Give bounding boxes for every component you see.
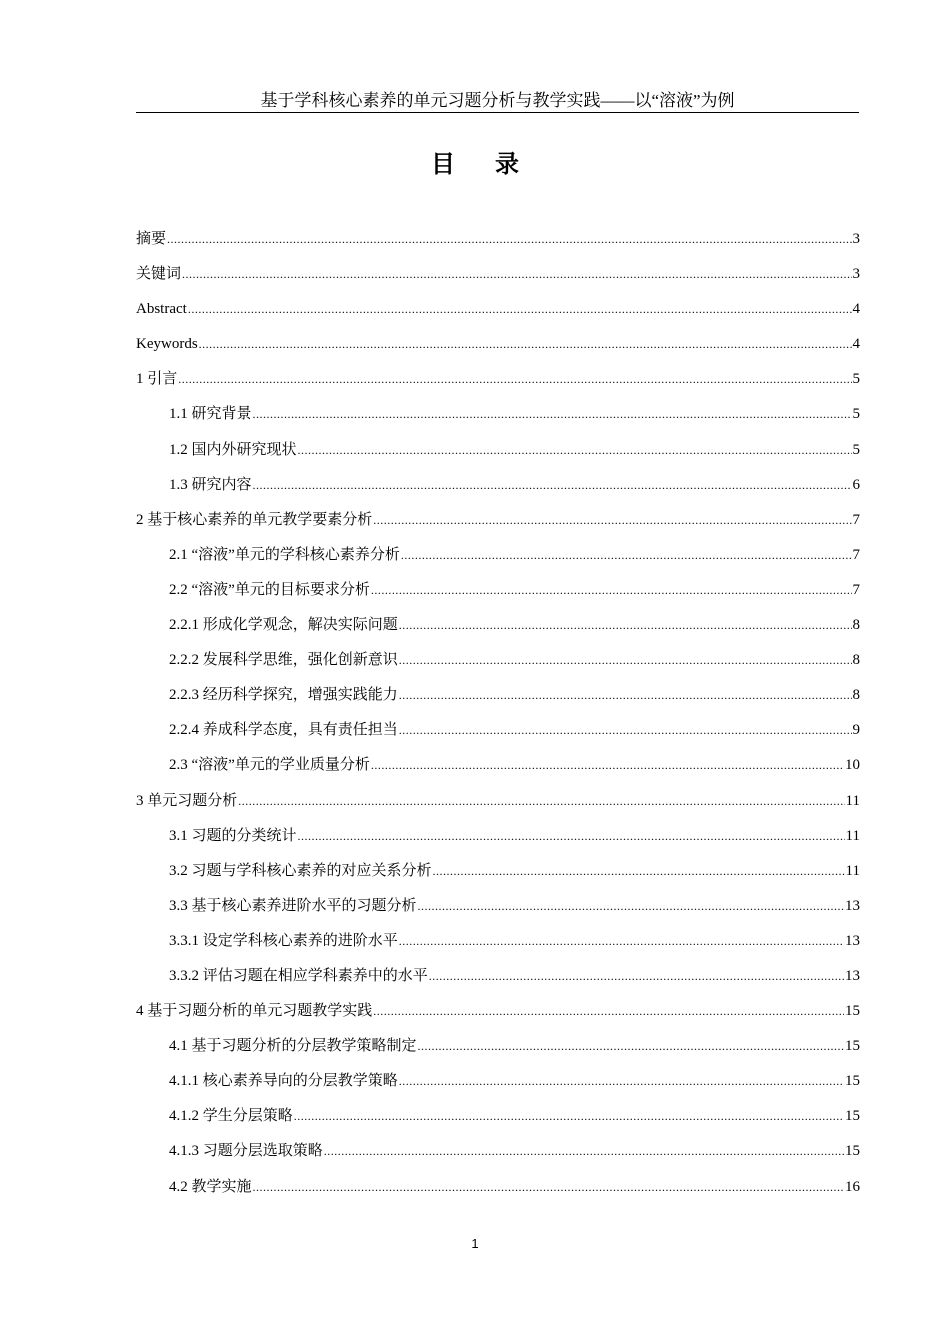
toc-entry[interactable] <box>136 748 860 783</box>
toc-dot-leader <box>298 819 845 854</box>
toc-entry-label: 2 基于核心素养的单元教学要素分析 <box>136 511 373 528</box>
toc-dot-leader <box>253 468 852 503</box>
toc-entry-label: 关键词 <box>136 266 182 283</box>
toc-entry-label: 3 单元习题分析 <box>136 792 238 809</box>
toc-entry-label: 2.2 “溶液”单元的目标要求分析 <box>169 581 370 598</box>
toc-dot-leader <box>324 1134 844 1169</box>
toc-dot-leader <box>373 994 844 1029</box>
toc-entry-page: 4 <box>852 336 860 353</box>
toc-entry-label: 4 基于习题分析的单元习题教学实践 <box>136 1003 373 1020</box>
toc-title: 目录 <box>431 150 559 178</box>
toc-entry-label: 2.1 “溶液”单元的学科核心素养分析 <box>169 546 400 563</box>
toc-entry[interactable] <box>136 362 860 397</box>
toc-dot-leader <box>399 713 852 748</box>
toc-entry-page: 6 <box>852 476 860 493</box>
toc-entry-page: 15 <box>845 1003 860 1020</box>
table-of-contents <box>136 222 860 1205</box>
toc-entry[interactable] <box>136 994 860 1029</box>
toc-entry-label: 1.2 国内外研究现状 <box>169 441 297 458</box>
toc-entry[interactable] <box>136 1029 860 1064</box>
toc-entry-label: 3.3.2 评估习题在相应学科素养中的水平 <box>169 967 428 984</box>
toc-entry-page: 11 <box>845 862 860 879</box>
toc-entry[interactable] <box>136 1134 860 1169</box>
toc-entry-page: 9 <box>852 722 860 739</box>
toc-entry-page: 13 <box>845 967 860 984</box>
toc-dot-leader <box>429 959 844 994</box>
toc-entry-label: 1 引言 <box>136 371 178 388</box>
toc-entry-label: 3.2 习题与学科核心素养的对应关系分析 <box>169 862 432 879</box>
toc-dot-leader <box>199 327 852 362</box>
toc-dot-leader <box>294 1099 844 1134</box>
toc-entry-page: 3 <box>852 231 860 247</box>
toc-entry[interactable] <box>136 1064 860 1099</box>
toc-entry[interactable] <box>136 397 860 432</box>
toc-dot-leader <box>238 784 844 819</box>
toc-dot-leader <box>298 433 852 468</box>
toc-entry-page: 5 <box>852 441 860 458</box>
toc-dot-leader <box>371 573 852 608</box>
toc-entry-page: 5 <box>852 371 860 388</box>
toc-dot-leader <box>371 748 844 783</box>
toc-entry-page: 5 <box>852 406 860 423</box>
toc-entry-label: 3.3 基于核心素养进阶水平的习题分析 <box>169 897 417 914</box>
toc-entry-label: 2.3 “溶液”单元的学业质量分析 <box>169 757 370 774</box>
toc-dot-leader <box>399 924 844 959</box>
toc-entry-label: Keywords <box>136 336 198 353</box>
toc-dot-leader <box>167 222 851 257</box>
toc-entry-label: 2.2.1 形成化学观念，解决实际问题 <box>169 617 398 634</box>
toc-entry[interactable] <box>136 327 860 362</box>
toc-dot-leader <box>399 1064 844 1099</box>
toc-entry-page: 16 <box>845 1178 860 1195</box>
toc-entry[interactable] <box>136 573 860 608</box>
toc-dot-leader <box>188 292 852 327</box>
toc-entry-page: 8 <box>852 687 860 704</box>
toc-entry[interactable] <box>136 468 860 503</box>
toc-entry-page: 11 <box>845 827 860 844</box>
toc-entry-page: 7 <box>852 511 860 528</box>
toc-entry-page: 4 <box>852 301 860 318</box>
toc-entry[interactable] <box>136 924 860 959</box>
toc-entry-label: Abstract <box>136 301 187 318</box>
toc-entry-page: 15 <box>845 1038 860 1055</box>
running-header: 基于学科核心素养的单元习题分析与教学实践——以“溶液”为例 <box>136 90 859 113</box>
toc-entry-page: 13 <box>845 897 860 914</box>
toc-entry-label: 2.2.2 发展科学思维，强化创新意识 <box>169 652 398 669</box>
toc-entry-label: 4.1.2 学生分层策略 <box>169 1108 293 1125</box>
toc-entry[interactable] <box>136 819 860 854</box>
toc-dot-leader <box>399 643 852 678</box>
toc-entry[interactable] <box>136 959 860 994</box>
toc-dot-leader <box>373 503 851 538</box>
toc-dot-leader <box>178 362 851 397</box>
toc-entry-label: 2.2.4 养成科学态度，具有责任担当 <box>169 722 398 739</box>
page-number: 1 <box>471 1236 479 1251</box>
toc-dot-leader <box>418 1029 844 1064</box>
toc-entry-label: 4.1.1 核心素养导向的分层教学策略 <box>169 1073 398 1090</box>
toc-entry-page: 15 <box>845 1108 860 1125</box>
toc-entry-page: 13 <box>845 932 860 949</box>
toc-dot-leader <box>253 397 852 432</box>
toc-entry-page: 8 <box>852 652 860 669</box>
toc-entry[interactable] <box>136 222 860 257</box>
toc-entry[interactable] <box>136 713 860 748</box>
toc-entry-label: 4.1.3 习题分层选取策略 <box>169 1143 323 1160</box>
toc-dot-leader <box>399 608 852 643</box>
toc-entry-page: 10 <box>845 757 860 774</box>
toc-entry[interactable] <box>136 433 860 468</box>
toc-entry-page: 3 <box>852 266 860 283</box>
toc-entry[interactable] <box>136 503 860 538</box>
toc-entry[interactable] <box>136 1099 860 1134</box>
toc-entry-label: 3.3.1 设定学科核心素养的进阶水平 <box>169 932 398 949</box>
toc-entry-page: 7 <box>852 546 860 563</box>
toc-entry-page: 15 <box>845 1143 860 1160</box>
toc-entry[interactable] <box>136 643 860 678</box>
toc-entry-page: 11 <box>845 792 860 809</box>
toc-entry[interactable] <box>136 292 860 327</box>
toc-entry-label: 1.1 研究背景 <box>169 406 252 423</box>
toc-entry-label: 2.2.3 经历科学探究，增强实践能力 <box>169 687 398 704</box>
toc-dot-leader <box>418 889 844 924</box>
toc-entry[interactable] <box>136 608 860 643</box>
toc-entry-label: 摘要 <box>136 231 167 247</box>
toc-dot-leader <box>399 678 852 713</box>
toc-dot-leader <box>182 257 851 292</box>
toc-entry[interactable] <box>136 257 860 292</box>
toc-dot-leader <box>433 854 845 889</box>
toc-entry[interactable] <box>136 854 860 889</box>
toc-entry[interactable] <box>136 678 860 713</box>
toc-entry[interactable] <box>136 1170 860 1205</box>
toc-entry-page: 7 <box>852 581 860 598</box>
toc-entry-label: 4.2 教学实施 <box>169 1178 252 1195</box>
toc-entry[interactable] <box>136 784 860 819</box>
toc-dot-leader <box>253 1170 844 1205</box>
toc-entry-label: 1.3 研究内容 <box>169 476 252 493</box>
toc-entry-page: 8 <box>852 617 860 634</box>
toc-entry-page: 15 <box>845 1073 860 1090</box>
toc-dot-leader <box>401 538 852 573</box>
toc-entry[interactable] <box>136 889 860 924</box>
toc-entry[interactable] <box>136 538 860 573</box>
toc-entry-label: 4.1 基于习题分析的分层教学策略制定 <box>169 1038 417 1055</box>
toc-entry-label: 3.1 习题的分类统计 <box>169 827 297 844</box>
